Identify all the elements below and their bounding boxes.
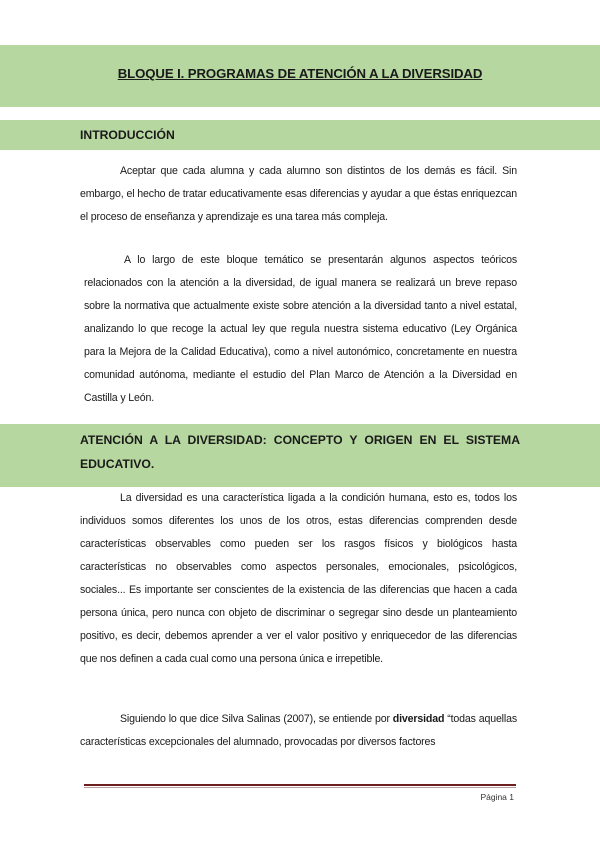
footer-rule: [84, 784, 516, 786]
footer-rule-thin: [84, 787, 516, 788]
paragraph-text: Siguiendo lo que dice Silva Salinas (2007), se entiende por: [120, 713, 393, 725]
paragraph-text: “todas aquellas características excepcionales del alumnado, provocadas por diversos factores: [80, 713, 517, 748]
paragraph: La diversidad es una característica ligada a la condición humana, esto es, todos los individuos somos diferentes los unos de los otros, estas diferencias comprenden desde características observables como pueden ser los rasgos físicos y biológicos hasta características no observables como aspectos personales, emocionales, psicológicos, sociales... Es importante ser conscientes de la existencia de las diferencias que hacen a cada persona única, pero nunca con objeto de discriminar o segregar sino desde un planteamiento positivo, es decir, debemos aprender a ver el valor positivo y enriquecedor de las diferencias que nos definen a cada cual como una persona única e irrepetible.: [80, 492, 517, 665]
paragraph: [80, 708, 517, 754]
bold-term: diversidad: [392, 713, 445, 725]
section-heading-introduccion: INTRODUCCIÓN: [80, 128, 175, 142]
document-title: BLOQUE I. PROGRAMAS DE ATENCIÓN A LA DIVERSIDAD: [117, 66, 483, 81]
section-heading-atencion: ATENCIÓN A LA DIVERSIDAD: CONCEPTO Y ORIGEN EN EL SISTEMA EDUCATIVO.: [80, 433, 520, 471]
paragraph: A lo largo de este bloque temático se presentarán algunos aspectos teóricos relacionados con la atención a la diversidad, de igual manera se realizará un breve repaso sobre la normativa que actualmente existe sobre atención a la diversidad tanto a nivel estatal, analizando lo que recoge la actual ley que regula nuestra sistema educativo (Ley Orgánica para la Mejora de la Calidad Educativa), como a nivel autonómico, concretamente en nuestra comunidad autónoma, mediante el estudio del Plan Marco de Atención a la Diversidad en Castilla y León.: [84, 254, 517, 404]
paragraph: Aceptar que cada alumna y cada alumno son distintos de los demás es fácil. Sin embargo, el hecho de tratar educativamente esas diferencias y ayudar a que éstas enriquezcan el proceso de enseñanza y aprendizaje es una tarea más compleja.: [80, 165, 517, 223]
page-number: Página 1: [480, 792, 514, 802]
